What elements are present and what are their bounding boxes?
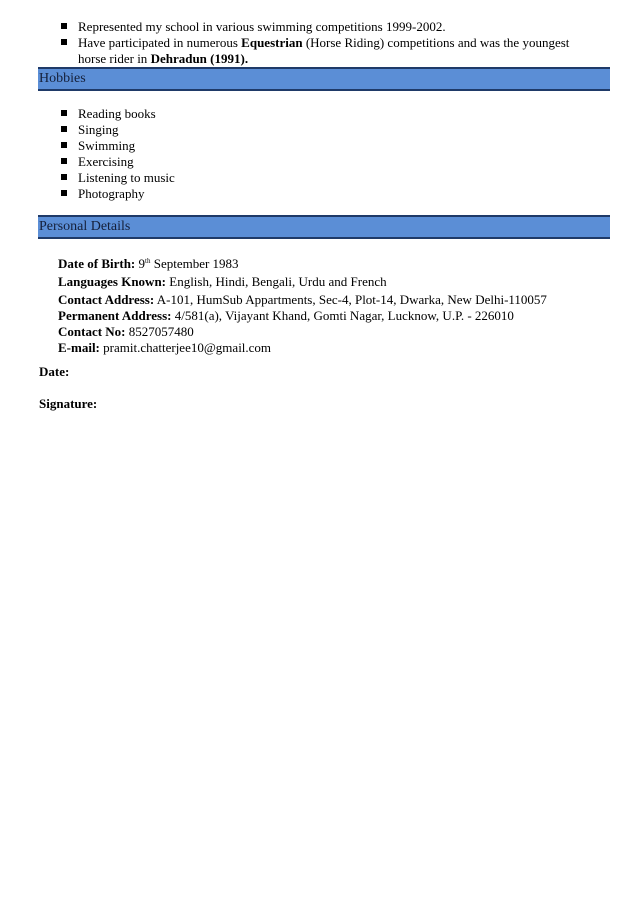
list-item (0, 122, 598, 138)
hobby-item: Swimming (78, 138, 136, 153)
contact-address-row (58, 292, 547, 308)
hobby-item: Listening to music (78, 170, 175, 185)
languages-row (58, 274, 547, 290)
list-item (0, 35, 598, 67)
permanent-address-row (58, 308, 547, 324)
list-item (0, 19, 598, 35)
languages-value: English, Hindi, Bengali, Urdu and French (169, 274, 387, 289)
square-bullet-icon (61, 39, 67, 45)
square-bullet-icon (61, 23, 67, 29)
dob-suffix: th (145, 257, 151, 265)
hobby-item: Singing (78, 122, 119, 137)
list-item (0, 186, 598, 202)
hobbies-header (38, 67, 610, 91)
square-bullet-icon (61, 158, 67, 164)
signature-label: Signature: (39, 396, 98, 411)
dob-row (58, 256, 547, 272)
contact-no-label: Contact No: (58, 324, 126, 339)
list-item (0, 170, 598, 186)
dob-day: 9 (138, 256, 146, 271)
list-item (0, 138, 598, 154)
achievement-equestrian: Equestrian (241, 35, 303, 50)
personal-details-header (38, 215, 610, 239)
achievement-text-mid: (Horse Riding) competitions and was the youngest horse rider in (78, 35, 570, 66)
achievement-text: Represented my school in various swimming competitions 1999-2002. (78, 19, 446, 34)
hobby-item: Exercising (78, 154, 134, 169)
contact-address-label: Contact Address: (58, 292, 155, 307)
list-item (0, 154, 598, 170)
section-title: Personal Details (39, 219, 131, 234)
contact-address-value: A-101, HumSub Appartments, Sec-4, Plot-14, Dwarka, New Delhi-110057 (156, 292, 547, 307)
email-label: E-mail: (58, 340, 100, 355)
square-bullet-icon (61, 174, 67, 180)
square-bullet-icon (61, 142, 67, 148)
dob-rest: September 1983 (153, 256, 239, 271)
dob-label: Date of Birth: (58, 256, 136, 271)
section-title: Hobbies (39, 71, 86, 86)
contact-no-value: 8527057480 (128, 324, 194, 339)
hobby-item: Photography (78, 186, 145, 201)
email-value: pramit.chatterjee10@gmail.com (103, 340, 272, 355)
achievement-place: Dehradun (1991). (150, 51, 249, 66)
hobby-item: Reading books (78, 106, 156, 121)
date-label: Date: (39, 364, 70, 379)
personal-details (58, 256, 547, 356)
hobbies-list (0, 106, 598, 202)
list-item (0, 106, 598, 122)
contact-no-row (58, 324, 547, 340)
achievement-text-pre: Have participated in numerous (78, 35, 242, 50)
email-row (58, 340, 547, 356)
languages-label: Languages Known: (58, 274, 166, 289)
achievements-list (0, 19, 598, 67)
permanent-address-label: Permanent Address: (58, 308, 172, 323)
square-bullet-icon (61, 190, 67, 196)
square-bullet-icon (61, 110, 67, 116)
permanent-address-value: 4/581(a), Vijayant Khand, Gomti Nagar, Lucknow, U.P. - 226010 (174, 308, 514, 323)
square-bullet-icon (61, 126, 67, 132)
